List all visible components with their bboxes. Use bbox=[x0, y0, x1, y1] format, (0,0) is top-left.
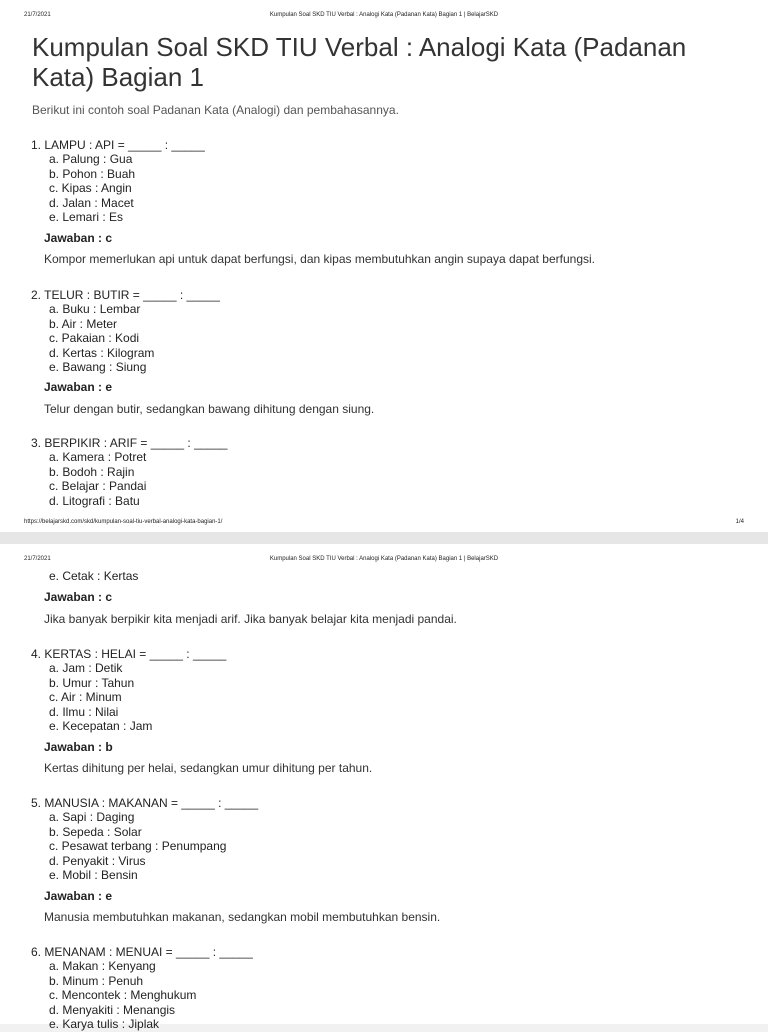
option-d: d. Kertas : Kilogram bbox=[49, 345, 155, 360]
option-d: d. Menyakiti : Menangis bbox=[49, 1002, 176, 1017]
footer-url[interactable]: https://belajarskd.com/skd/kumpulan-soal-tiu-verbal-analogi-kata-bagian-1/ bbox=[24, 519, 223, 525]
option-d: d. Penyakit : Virus bbox=[49, 853, 146, 868]
option-d: d. Jalan : Macet bbox=[49, 195, 134, 210]
question-3-text: 3. BERPIKIR : ARIF = _____ : _____ bbox=[31, 436, 228, 450]
question-4-explanation: Kertas dihitung per helai, sedangkan umur dihitung per tahun. bbox=[44, 761, 373, 775]
option-e: e. Karya tulis : Jiplak bbox=[49, 1017, 160, 1031]
option-b: b. Umur : Tahun bbox=[49, 675, 135, 690]
header-date: 21/7/2021 bbox=[24, 556, 51, 562]
option-c: c. Kipas : Angin bbox=[49, 181, 132, 195]
option-c: c. Air : Minum bbox=[49, 690, 122, 704]
option-a: a. Jam : Detik bbox=[49, 661, 123, 675]
option-c: c. Belajar : Pandai bbox=[49, 479, 147, 493]
option-d: d. Ilmu : Nilai bbox=[49, 704, 119, 719]
question-1-options bbox=[49, 152, 135, 225]
pdf-page-2 bbox=[0, 544, 768, 1031]
option-e: e. Mobil : Bensin bbox=[49, 868, 138, 882]
option-c: c. Mencontek : Menghukum bbox=[49, 988, 197, 1002]
header-title: Kumpulan Soal SKD TIU Verbal : Analogi Kata (Padanan Kata) Bagian 1 | BelajarSKD bbox=[269, 12, 499, 18]
option-b: b. Minum : Penuh bbox=[49, 973, 144, 988]
question-2-text: 2. TELUR : BUTIR = _____ : _____ bbox=[31, 288, 220, 302]
article-intro: Berikut ini contoh soal Padanan Kata (Analogi) dan pembahasannya. bbox=[32, 103, 399, 117]
footer-page-number: 1/4 bbox=[735, 519, 744, 525]
option-a: a. Kamera : Potret bbox=[49, 450, 147, 464]
question-5-explanation: Manusia membutuhkan makanan, sedangkan mobil membutuhkan bensin. bbox=[44, 910, 441, 924]
option-a: a. Makan : Kenyang bbox=[49, 959, 156, 973]
question-6-text: 6. MENANAM : MENUAI = _____ : _____ bbox=[31, 945, 253, 959]
question-4-answer: Jawaban : b bbox=[44, 740, 113, 754]
question-3-answer: Jawaban : c bbox=[44, 590, 113, 604]
option-c: c. Pakaian : Kodi bbox=[49, 331, 140, 345]
question-5-text: 5. MANUSIA : MAKANAN = _____ : _____ bbox=[31, 796, 259, 810]
page-separator bbox=[0, 532, 768, 544]
option-e: e. Lemari : Es bbox=[49, 210, 124, 224]
option-e: e. Kecepatan : Jam bbox=[49, 719, 153, 733]
question-1-answer: Jawaban : c bbox=[44, 231, 113, 245]
question-6-options bbox=[49, 959, 196, 1032]
question-3-options-continued bbox=[49, 569, 138, 584]
question-5-answer: Jawaban : e bbox=[44, 889, 113, 903]
question-4-options bbox=[49, 661, 152, 734]
option-b: b. Sepeda : Solar bbox=[49, 824, 142, 839]
header-date: 21/7/2021 bbox=[24, 12, 51, 18]
question-2-answer: Jawaban : e bbox=[44, 380, 113, 394]
option-a: a. Buku : Lembar bbox=[49, 302, 141, 316]
question-1-text: 1. LAMPU : API = _____ : _____ bbox=[31, 138, 205, 152]
question-1-explanation: Kompor memerlukan api untuk dapat berfungsi, dan kipas membutuhkan angin supaya dapat berfungsi. bbox=[44, 252, 596, 266]
option-e: e. Bawang : Siung bbox=[49, 360, 147, 374]
option-b: b. Pohon : Buah bbox=[49, 166, 136, 181]
option-b: b. Air : Meter bbox=[49, 316, 118, 331]
option-b: b. Bodoh : Rajin bbox=[49, 464, 135, 479]
option-a: a. Palung : Gua bbox=[49, 152, 133, 166]
option-a: a. Sapi : Daging bbox=[49, 810, 135, 824]
question-2-options bbox=[49, 302, 154, 375]
question-5-options bbox=[49, 810, 226, 883]
article-title: Kumpulan Soal SKD TIU Verbal : Analogi Kata (Padanan Kata) Bagian 1 bbox=[32, 32, 687, 92]
option-e: e. Cetak : Kertas bbox=[49, 569, 139, 583]
question-2-explanation: Telur dengan butir, sedangkan bawang dihitung dengan siung. bbox=[44, 402, 375, 416]
option-d: d. Litografi : Batu bbox=[49, 493, 140, 508]
question-3-options bbox=[49, 450, 146, 508]
option-c: c. Pesawat terbang : Penumpang bbox=[49, 839, 227, 853]
question-4-text: 4. KERTAS : HELAI = _____ : _____ bbox=[31, 647, 227, 661]
question-3-explanation: Jika banyak berpikir kita menjadi arif. Jika banyak belajar kita menjadi pandai. bbox=[44, 612, 457, 626]
header-title: Kumpulan Soal SKD TIU Verbal : Analogi Kata (Padanan Kata) Bagian 1 | BelajarSKD bbox=[269, 556, 499, 562]
